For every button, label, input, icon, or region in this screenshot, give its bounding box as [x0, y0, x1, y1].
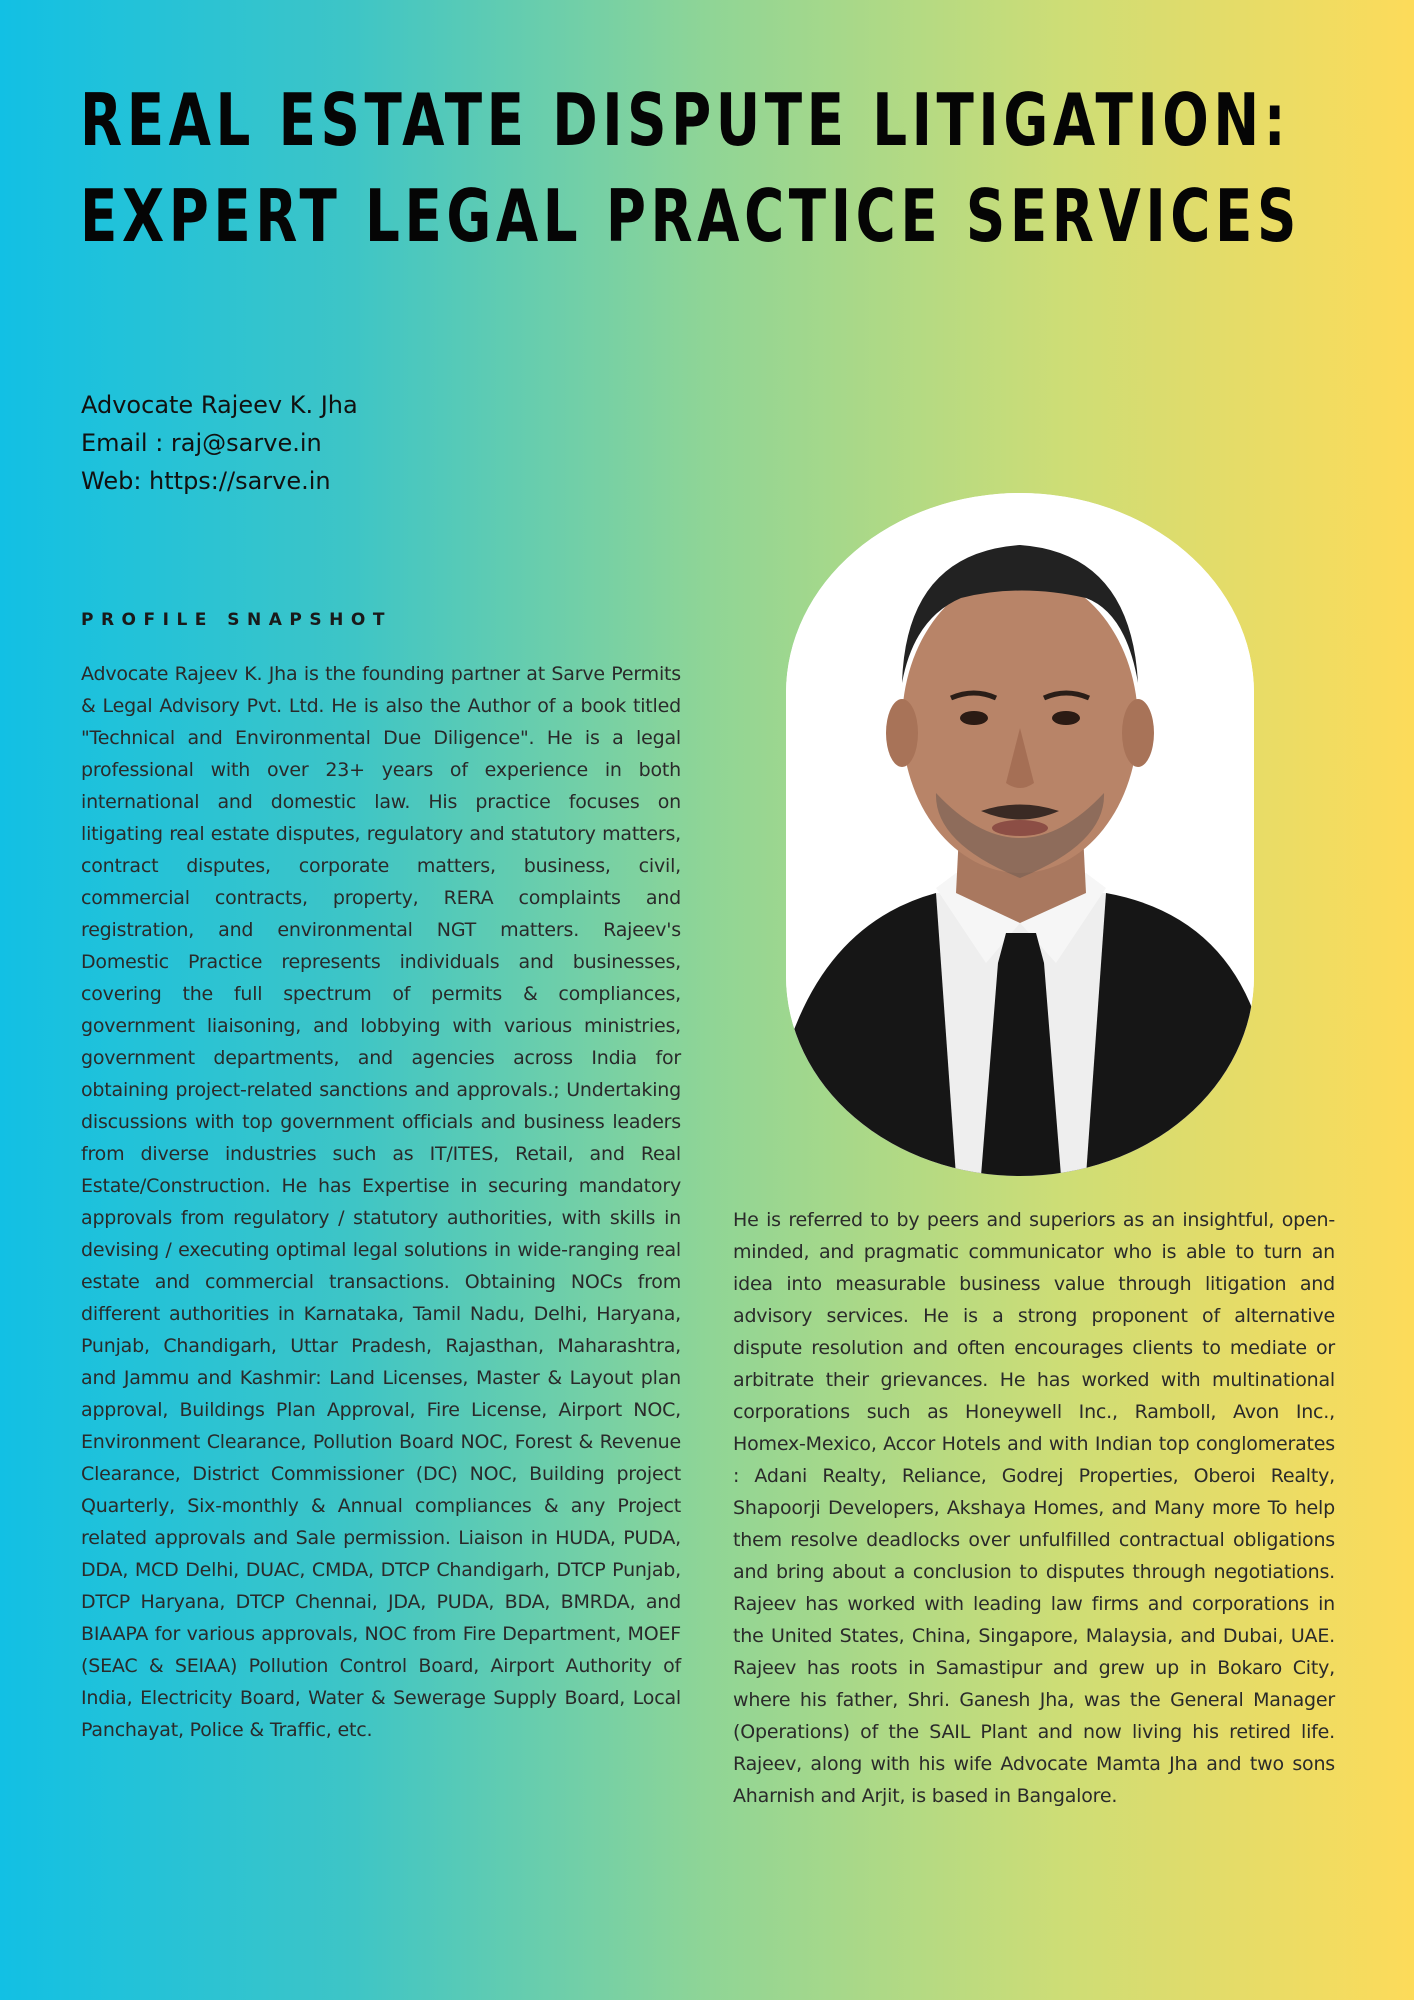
contact-name: Advocate Rajeev K. Jha: [81, 391, 358, 419]
contact-block: [81, 386, 358, 500]
contact-email: Email : raj@sarve.in: [81, 429, 322, 457]
profile-paragraph-2: He is referred to by peers and superiors as an insightful, open-minded, and pragmatic communicator who is able to turn an idea into measurable business value through litigation and advisory services. He is a strong proponent of alternative dispute resolution and often encourages clients to mediate or arbitrate their grievances. He has worked with multinational corporations such as Honeywell Inc., Ramboll, Avon Inc., Homex-Mexico, Accor Hotels and with Indian top conglomerates : Adani Realty, Reliance, Godrej Properties, Oberoi Realty, Shapoorji Developers, Akshaya Homes, and Many more To help them resolve deadlocks over unfulfilled contractual obligations and bring about a conclusion to disputes through negotiations. Rajeev has worked with leading law firms and corporations in the United States, China, Singapore, Malaysia, and Dubai, UAE. Rajeev has roots in Samastipur and grew up in Bokaro City, where his father, Shri. Ganesh Jha, was the General Manager (Operations) of the SAIL Plant and now living his retired life. Rajeev, along with his wife Advocate Mamta Jha and two sons Aharnish and Arjit, is based in Bangalore.: [733, 1209, 1335, 1807]
page-title: [80, 72, 1301, 264]
contact-web: Web: https://sarve.in: [81, 467, 331, 495]
profile-paragraph-1: Advocate Rajeev K. Jha is the founding partner at Sarve Permits & Legal Advisory Pvt. Ltd. He is also the Author of a book titled "Technical and Environmental Due Diligence". He is a legal professional with over 23+ years of experience in both international and domestic law. His practice focuses on litigating real estate disputes, regulatory and statutory matters, contract disputes, corporate matters, business, civil, commercial contracts, property, RERA complaints and registration, and environmental NGT matters. Rajeev's Domestic Practice represents individuals and businesses, covering the full spectrum of permits & compliances, government liaisoning, and lobbying with various ministries, government departments, and agencies across India for obtaining project-related sanctions and approvals.; Undertaking discussions with top government officials and business leaders from diverse industries such as IT/ITES, Retail, and Real Estate/Construction. He has Expertise in securing mandatory approvals from regulatory / statutory authorities, with skills in devising / executing optimal legal solutions in wide-ranging real estate and commercial transactions. Obtaining NOCs from different authorities in Karnataka, Tamil Nadu, Delhi, Haryana, Punjab, Chandigarh, Uttar Pradesh, Rajasthan, Maharashtra, and Jammu and Kashmir: Land Licenses, Master & Layout plan approval, Buildings Plan Approval, Fire License, Airport NOC, Environment Clearance, Pollution Board NOC, Forest & Revenue Clearance, District Commissioner (DC) NOC, Building project Quarterly, Six-monthly & Annual compliances & any Project related approvals and Sale permission. Liaison in HUDA, PUDA, DDA, MCD Delhi, DUAC, CMDA, DTCP Chandigarh, DTCP Punjab, DTCP Haryana, DTCP Chennai, JDA, PUDA, BDA, BMRDA, and BIAAPA for various approvals, NOC from Fire Department, MOEF (SEAC & SEIAA) Pollution Control Board, Airport Authority of India, Electricity Board, Water & Sewerage Supply Board, Local Panchayat, Police & Traffic, etc.: [81, 663, 681, 1741]
profile-heading: PROFILE SNAPSHOT: [81, 610, 392, 630]
portrait-photo-icon: [786, 493, 1254, 1176]
portrait-photo: [786, 493, 1254, 1176]
page-title-line-1: REAL ESTATE DISPUTE LITIGATION:: [80, 78, 1291, 162]
page-title-line-2: EXPERT LEGAL PRACTICE SERVICES: [80, 174, 1301, 258]
